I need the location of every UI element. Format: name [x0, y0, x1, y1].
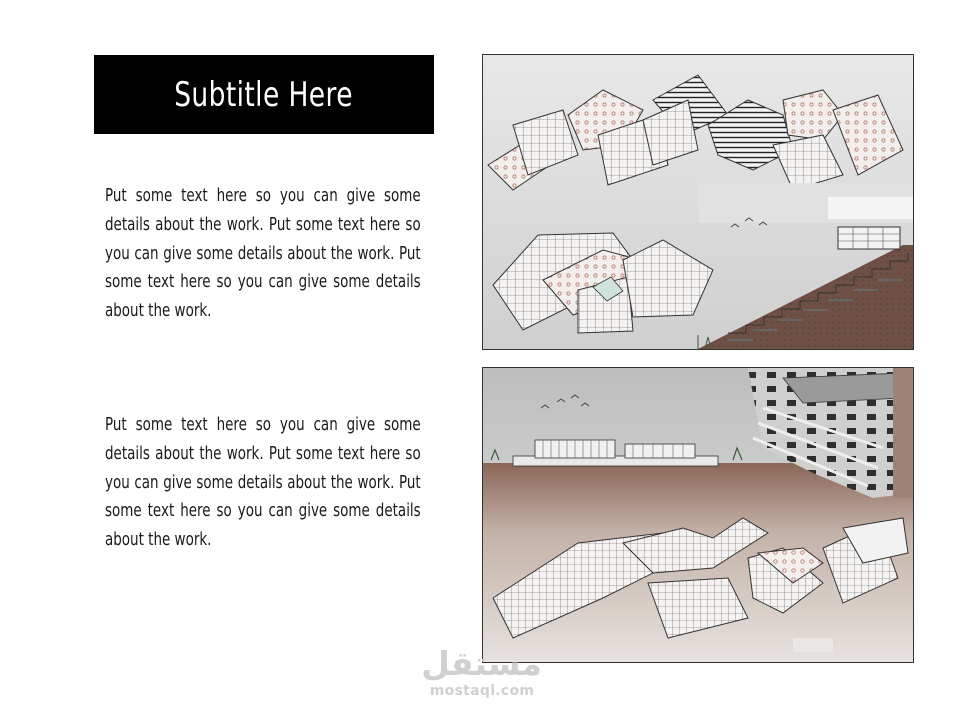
plans-drawing	[483, 55, 913, 349]
body-paragraph-2	[105, 411, 421, 555]
body-paragraph-1-text: Put some text here so you can give some details about the work. Put some text here so you can give some details about the work. Put some text here so you can give some details about the work.	[105, 186, 421, 322]
slide-title: Subtitle Here	[174, 74, 354, 115]
watermark-arabic: مستقل	[421, 644, 542, 683]
title-banner	[94, 55, 434, 134]
body-paragraph-2-text: Put some text here so you can give some details about the work. Put some text here so you can give some details about the work. Put some text here so you can give some details about the work.	[105, 415, 421, 551]
elevation-drawing	[483, 368, 913, 662]
mostaql-watermark	[422, 645, 542, 707]
watermark-latin: mostaql.com	[429, 683, 535, 699]
architecture-image-elevation	[482, 367, 914, 663]
architecture-image-plans	[482, 54, 914, 350]
body-paragraph-1	[105, 182, 421, 326]
